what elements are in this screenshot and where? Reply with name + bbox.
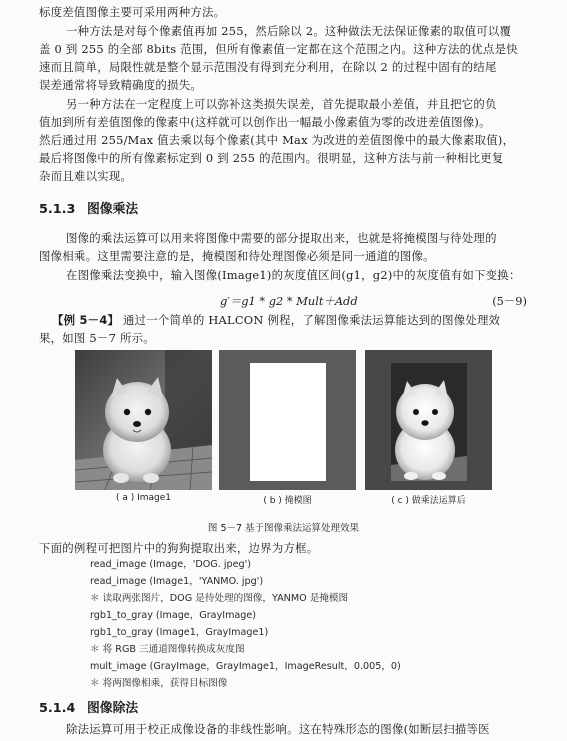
code-line: read_image (Image1，'YANMO. jpg')	[90, 576, 264, 587]
section-heading-5-1-3	[39, 198, 138, 217]
code-comment: ＊ 将两图像相乘，获得目标图像	[90, 678, 228, 689]
code-line: mult_image (GrayImage，GrayImage1，ImageResult，0.005，0)	[90, 661, 401, 672]
code-comment: ＊ 将 RGB 三通道图像转换成灰度图	[90, 644, 245, 655]
figure-c-caption: ( c ) 做乘法运算后	[391, 496, 466, 506]
multiply-line: 在图像乘法变换中，输入图像(Image1)的灰度值区间(g1，g2)中的灰度值有如下变换：	[66, 268, 521, 282]
formula-number: (5－9)	[492, 294, 527, 308]
example-line: 果，如图 5－7 所示。	[39, 331, 155, 345]
figure-a-caption: ( a ) Image1	[115, 493, 172, 503]
method1-line: 误差通常将导致精确度的损失。	[39, 78, 202, 92]
section-title: 图像乘法	[87, 202, 139, 217]
section-title: 图像除法	[87, 701, 139, 716]
method1-line: 速而且简单，局限性就是整个显示范围没有得到充分利用，在除以 2 的过程中固有的结尾	[39, 60, 497, 74]
method2-line: 然后通过用 255/Max 值去乘以每个像素(其中 Max 为改进的差值图像中的最大像素取值)，	[39, 133, 515, 147]
method1-line: 盖 0 到 255 的全部 8bits 范围，但所有像素值一定都在这个范围之内。这种方法的优点是快	[39, 42, 518, 56]
method2-line: 值加到所有差值图像的像素中(这样就可以创作出一幅最小像素值为零的改进差值图像)。	[39, 115, 491, 129]
code-line: read_image (Image，'DOG. jpeg')	[90, 559, 251, 570]
method1-line: 一种方法是对每个像素值再加 255，然后除以 2。这种做法无法保证像素的取值可以覆	[66, 24, 512, 38]
formula-expression: g′＝g1 * g2 * Mult＋Add	[220, 294, 358, 308]
figure-title: 图 5－7 基于图像乘法运算处理效果	[207, 523, 360, 534]
code-line: rgb1_to_gray (Image1，GrayImage1)	[90, 627, 269, 638]
after-figure-line: 下面的例程可把图片中的狗狗提取出来，边界为方框。	[39, 541, 319, 555]
section-heading-5-1-4	[39, 697, 138, 716]
figure-c-result-image	[365, 350, 492, 490]
method2-line: 另一种方法在一定程度上可以弥补这类损失误差，首先提取最小差值，并且把它的负	[66, 97, 497, 111]
example-label: 【例 5－4】	[52, 313, 120, 327]
example-text: 通过一个简单的 HALCON 例程，了解图像乘法运算能达到的图像处理效	[119, 313, 501, 327]
multiply-line: 图像的乘法运算可以用来将图像中需要的部分提取出来，也就是将掩模图与待处理的	[66, 231, 497, 245]
figure-b-caption: ( b ) 掩模图	[263, 496, 312, 506]
section-number: 5.1.3	[39, 202, 76, 217]
intro-line: 标度差值图像主要可采用两种方法。	[39, 5, 226, 19]
section-number: 5.1.4	[39, 701, 76, 716]
method2-line: 杂而且难以实现。	[39, 169, 133, 183]
method2-line: 最后将图像中的所有像素标定到 0 到 255 的范围内。很明显，这种方法与前一种相比更复	[39, 151, 504, 165]
figure-a-dog-image	[75, 350, 212, 490]
division-line: 除法运算可用于校正成像设备的非线性影响。这在特殊形态的图像(如断层扫描等医	[66, 722, 490, 736]
code-line: rgb1_to_gray (Image，GrayImage)	[90, 610, 257, 621]
example-line	[52, 312, 500, 328]
multiply-line: 图像相乘。这里需要注意的是，掩模图和待处理图像必须是同一通道的图像。	[39, 249, 435, 263]
figure-b-mask-image	[219, 350, 356, 490]
code-comment: ＊ 读取两张图片，DOG 是待处理的图像，YANMO 是掩模图	[90, 593, 349, 604]
